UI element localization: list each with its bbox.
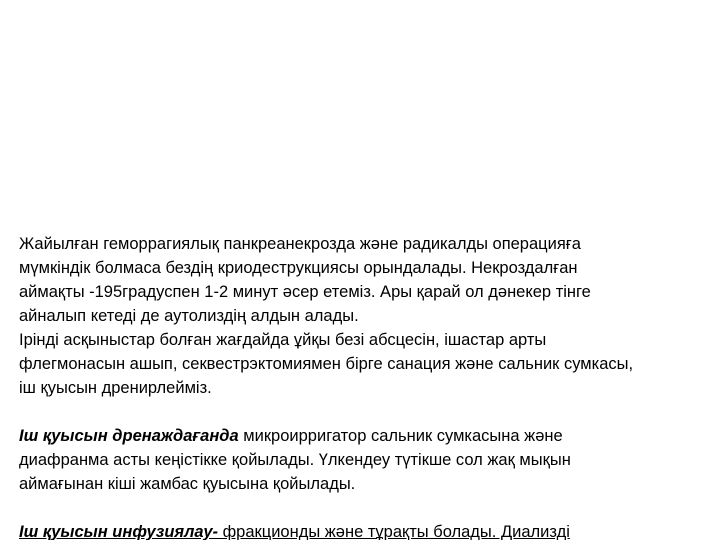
infusion-heading: Іш қуысын инфузиялау- bbox=[19, 523, 219, 540]
paragraph-spacer bbox=[19, 496, 709, 520]
body-text bbox=[19, 232, 709, 540]
text-line: мүмкіндік болмаса бездің криодеструкциясы орындалады. Некроздалған bbox=[19, 259, 578, 277]
text-line: аймақты -195градуспен 1-2 минут әсер етеміз. Ары қарай ол дәнекер тінге bbox=[19, 283, 591, 301]
text-fragment: фракционды және тұрақты болады. Диализді bbox=[218, 523, 570, 540]
drainage-heading: Іш қуысын дренаждағанда bbox=[19, 427, 239, 445]
text-line: айналып кетеді де аутолиздің алдын алады. bbox=[19, 307, 359, 325]
text-line: диафранма асты кеңістікке қойылады. Үлкендеу түтікше сол жақ мықын bbox=[19, 451, 571, 469]
text-line: аймағынан кіші жамбас қуысына қойылады. bbox=[19, 475, 356, 493]
text-line: іш қуысын дренирлейміз. bbox=[19, 379, 212, 397]
text-line: Ірінді асқыныстар болған жағдайда ұйқы безі абсцесін, ішастар арты bbox=[19, 331, 547, 349]
paragraph-spacer bbox=[19, 400, 709, 424]
text-line bbox=[19, 424, 709, 448]
text-line: флегмонасын ашып, секвестрэктомиямен бірге санация және сальник сумкасы, bbox=[19, 355, 634, 373]
text-fragment: микроирригатор сальник сумкасына және bbox=[238, 427, 563, 445]
text-line bbox=[19, 520, 709, 540]
text-line: Жайылған геморрагиялық панкреанекрозда және радикалды операцияға bbox=[19, 235, 581, 253]
